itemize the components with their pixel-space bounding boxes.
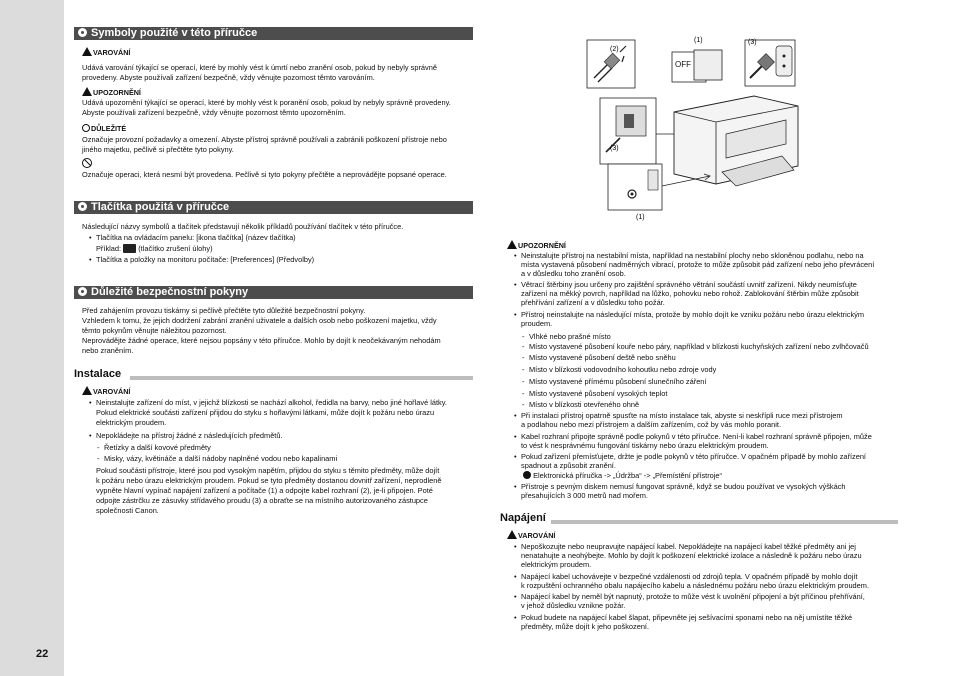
caution-sub: Místo vystavené působení deště nebo sněhu — [529, 353, 676, 362]
safety-text: těmto pokynům věnujte náležitou pozornost. — [82, 326, 227, 335]
caution-b1: místa vystavená působení nadměrných vibrací, protože to může způsobit pád zařízení nebo jeho převrácení — [521, 260, 875, 269]
warning-icon — [507, 530, 517, 539]
dash: - — [522, 389, 525, 398]
install-b1: Neinstalujte zařízení do míst, v jejichž blízkosti se nachází alkohol, ředidla na barvy, nebo jiné hořlavé látky. — [96, 398, 447, 407]
important-icon — [82, 124, 90, 132]
printer-illustration — [586, 34, 814, 227]
gear-icon — [78, 287, 87, 296]
install-sub: Misky, vázy, květináče a další nádoby naplněné vodou nebo kapalinami — [104, 454, 338, 463]
install-sub: Řetízky a další kovové předměty — [104, 443, 211, 452]
dash: - — [522, 342, 525, 351]
warning-label: VAROVÁNÍ — [507, 530, 555, 541]
page-sidebar — [0, 0, 64, 676]
caution-sub: Vlhké nebo prašné místo — [529, 332, 611, 341]
dash: - — [522, 332, 525, 341]
dash: - — [522, 353, 525, 362]
buttons-item2: Tlačítka a položky na monitoru počítače: [Preferences] (Předvolby) — [96, 255, 315, 264]
power-b3: Napájecí kabel by neměl být napnutý, protože to může vést k uvolnění připojení a být příčinou přehřívání, — [521, 592, 865, 601]
buttons-item1: Tlačítka na ovládacím panelu: [ikona tlačítka] (název tlačítka) — [96, 233, 296, 242]
power-b4: předměty, může dojít k jeho poškození. — [521, 622, 650, 631]
bullet: • — [89, 233, 92, 242]
callout-label: (1) — [636, 214, 645, 221]
power-b1: elektrickým proudem. — [521, 560, 592, 569]
install-para: k požáru nebo úrazu elektrickým proudem. Pokud se tyto předměty dostanou dovnitř zařízení, neprodleně — [96, 476, 442, 485]
caution-b7: Přístroje s pevným diskem nemusí fungovat správně, když se budou používat ve vysokých výškách — [521, 482, 846, 491]
heading-safety: Důležité bezpečnostní pokyny — [74, 286, 473, 299]
caution-sub: Místo vystavené působení vysokých teplot — [529, 389, 668, 398]
warning-text: Udává varování týkající se operací, které by mohly vést k úmrtí nebo zranění osob, pokud by nebyly správně — [82, 63, 437, 72]
safety-text: nebo zraněním. — [82, 346, 134, 355]
caution-b2: přehřívání zařízení a v důsledku toho požár. — [521, 298, 665, 307]
bullet: • — [514, 592, 517, 601]
install-para: odpojte zástrčku ze zásuvky střídavého proudu (3) a obraťte se na místního autorizovaného zástupce — [96, 496, 428, 505]
dash: - — [522, 365, 525, 374]
bullet: • — [514, 613, 517, 622]
caution-b6: spadnout a způsobit zranění. — [521, 461, 616, 470]
bullet: • — [514, 411, 517, 420]
caution-b5: to vést k nesprávnému fungování tiskárny nebo úrazu elektrickým proudem. — [521, 441, 769, 450]
power-b2: k rozpuštění ochranného obalu napájecího kabelu a následnému požáru nebo úrazu elektrickým proudem. — [521, 581, 869, 590]
warning-icon — [507, 240, 517, 249]
bullet: • — [514, 482, 517, 491]
bullet: • — [514, 542, 517, 551]
bullet: • — [514, 251, 517, 260]
gear-icon — [78, 28, 87, 37]
caution-sub: Místo vystavené přímému působení slunečního záření — [529, 377, 707, 386]
heading-symbols: Symboly použité v této příručce — [74, 27, 473, 40]
caution-b3: proudem. — [521, 319, 553, 328]
callout-label: (3) — [610, 145, 619, 152]
heading-buttons: Tlačítka použitá v příručce — [74, 201, 473, 214]
caution-b5: Kabel rozhraní připojte správně podle pokynů v této příručce. Není-li kabel rozhraní správně připojen, může — [521, 432, 872, 441]
warning-icon — [82, 47, 92, 56]
install-b1: elektrickým proudem. — [96, 418, 167, 427]
install-para: vypněte hlavní vypínač napájení zařízení a počítače (1) a odpojte kabel rozhraní (2), je-li připojen. Poté — [96, 486, 433, 495]
dash: - — [97, 443, 100, 452]
install-para: společnosti Canon. — [96, 506, 159, 515]
caution-label: UPOZORNĚNÍ — [82, 87, 141, 98]
important-text: Označuje provozní požadavky a omezení. Abyste přístroj správně používali a zabránili poškození přístroje nebo — [82, 135, 447, 144]
page-number: 22 — [36, 648, 49, 660]
heading-underline — [130, 376, 473, 380]
buttons-intro: Následující názvy symbolů a tlačítek představují několik příkladů používání tlačítek v této příručce. — [82, 222, 404, 231]
bullet: • — [514, 280, 517, 289]
bullet: • — [514, 432, 517, 441]
caution-b4: a podlahou nebo mezi přístrojem a dalším zařízením, což by vás mohlo poranit. — [521, 420, 782, 429]
caution-text: Abyste používali zařízení bezpečně, vždy věnujte pozornost těmto upozorněním. — [82, 108, 346, 117]
warning-text: provedeny. Abyste používali zařízení bezpečně, vždy věnujte pozornost těmto varováním. — [82, 73, 375, 82]
safety-text: Neprovádějte žádné operace, které nejsou popsány v této příručce. Mohlo by dojít k neočekávaným nehodám — [82, 336, 441, 345]
install-b1: Pokud elektrické součásti zařízení přijdou do styku s hořlavými látkami, může dojít k požáru nebo úrazu — [96, 408, 435, 417]
prohibit-text: Označuje operaci, která nesmí být provedena. Pečlivě si tyto pokyny přečtěte a neprovádějte popsané operace. — [82, 170, 447, 179]
heading-power: Napájení — [500, 512, 546, 524]
bullet: • — [514, 310, 517, 319]
warning-label: VAROVÁNÍ — [82, 47, 130, 58]
caution-b4: Při instalaci přístroj opatrně spusťte na místo instalace tak, abyste si neskřípli ruce mezi přístrojem — [521, 411, 843, 420]
bullet: • — [89, 255, 92, 264]
dash: - — [522, 400, 525, 409]
warning-label: VAROVÁNÍ — [82, 386, 130, 397]
caution-sub: Místo v blízkosti otevřeného ohně — [529, 400, 640, 409]
e-manual-icon — [523, 471, 531, 479]
safety-text: Před zahájením provozu tiskárny si pečlivě přečtěte tyto důležité bezpečnostní pokyny. — [82, 306, 366, 315]
caution-sub: Místo v blízkosti vodovodního kohoutku nebo zdroje vody — [529, 365, 717, 374]
caution-b1: Neinstalujte přístroj na nestabilní místa, například na nestabilní plochy nebo skloněnou podlahu, nebo na — [521, 251, 864, 260]
caution-b1: a v důsledku toho zranění osob. — [521, 269, 626, 278]
power-b3: v jehož důsledku vznikne požár. — [521, 601, 626, 610]
caution-label: UPOZORNĚNÍ — [507, 240, 566, 251]
important-label: DŮLEŽITÉ — [82, 124, 126, 134]
caution-b2: Větrací štěrbiny jsou určeny pro zajištění správného větrání součástí uvnitř zařízení. Nikdy neumísťujte — [521, 280, 857, 289]
bullet: • — [514, 452, 517, 461]
prohibition-icon — [82, 158, 92, 168]
safety-text: Vzhledem k tomu, že jejich dodržení zabrání zranění uživatele a dalších osob nebo poškození majetku, vždy — [82, 316, 437, 325]
callout-label: (1) — [694, 37, 703, 44]
caution-sub: Místo vystavené působení kouře nebo páry, například v blízkosti kuchyňských zařízení nebo zvlhčovačů — [529, 342, 869, 351]
off-label: OFF — [675, 60, 691, 69]
important-text: jiného majetku, pečlivě si přečtěte tyto pokyny. — [82, 145, 234, 154]
heading-install: Instalace — [74, 368, 122, 380]
power-b1: nenatahujte a neohýbejte. Mohlo by dojít k poškození elektrické izolace a následně k požáru nebo úrazu — [521, 551, 862, 560]
callout-label: (3) — [748, 39, 757, 46]
bullet: • — [89, 431, 92, 440]
power-b4: Pokud budete na napájecí kabel šlapat, připevněte jej sešívacími sponami nebo na něj umístíte těžké — [521, 613, 853, 622]
warning-icon — [82, 87, 92, 96]
caution-b3: Přístroj neinstalujte na následující místa, protože by mohlo dojít ke vzniku požáru nebo úrazu elektrickým — [521, 310, 865, 319]
caution-b2: zařízení na měkký povrch, například na lůžko, pohovku nebo rohož. Zablokování štěrbin může způsobit — [521, 289, 859, 298]
dash: - — [97, 454, 100, 463]
caution-text: Udává upozornění týkající se operací, které by mohly vést k poranění osob, pokud by nebyly správně provedeny. — [82, 98, 451, 107]
stop-button-icon — [123, 244, 136, 253]
caution-b6: Pokud zařízení přemísťujete, držte je podle pokynů v této příručce. V opačném případě by mohlo zařízení — [521, 452, 866, 461]
install-para: Pokud součásti přístroje, které jsou pod vysokým napětím, přijdou do styku s těmito předměty, může dojít — [96, 466, 440, 475]
buttons-example: Příklad: (tlačítko zrušení úlohy) — [96, 244, 213, 253]
bullet: • — [514, 572, 517, 581]
callout-label: (2) — [610, 46, 619, 53]
bullet: • — [89, 398, 92, 407]
heading-underline — [551, 520, 898, 524]
gear-icon — [78, 202, 87, 211]
install-b2: Nepokládejte na přístroj žádné z následujících předmětů. — [96, 431, 283, 440]
dash: - — [522, 377, 525, 386]
warning-icon — [82, 386, 92, 395]
power-b2: Napájecí kabel uchovávejte v bezpečné vzdálenosti od zdrojů tepla. V opačném případě by mohlo dojít — [521, 572, 858, 581]
caution-b7: přesahujících 3 000 metrů nad mořem. — [521, 491, 648, 500]
printer-diagram — [586, 34, 814, 227]
power-b1: Nepoškozujte nebo neupravujte napájecí kabel. Nepokládejte na napájecí kabel těžké předměty ani jej — [521, 542, 856, 551]
manual-reference: Elektronická příručka -> „Údržba“ -> „Přemístění přístroje“ — [523, 471, 722, 481]
